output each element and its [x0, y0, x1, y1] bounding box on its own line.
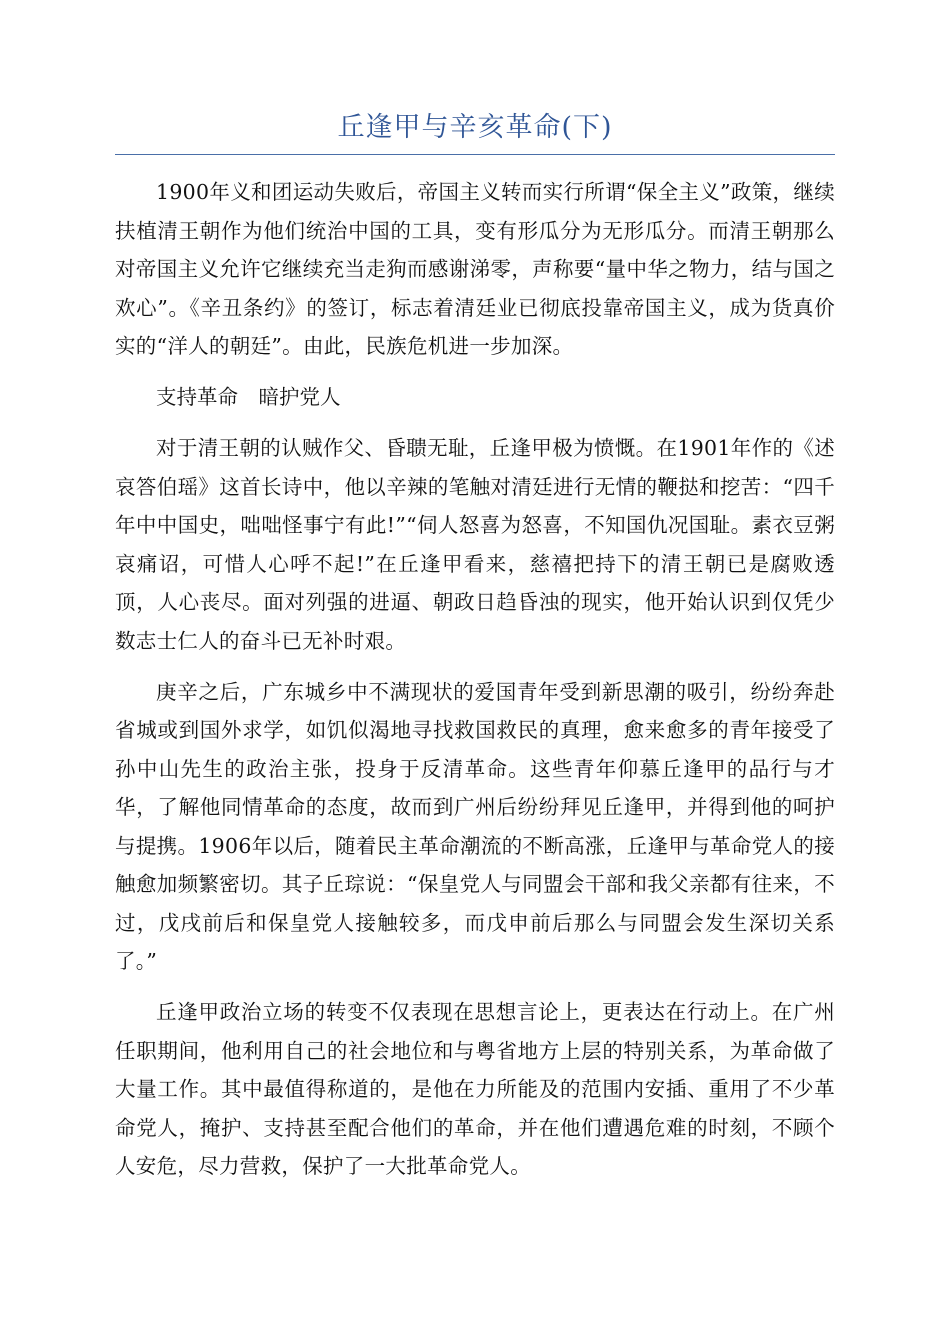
title-divider	[115, 154, 835, 155]
paragraph-2: 对于清王朝的认贼作父、昏聩无耻，丘逢甲极为愤慨。在1901年作的《述哀答伯瑶》这首长诗中，他以辛辣的笔触对清廷进行无情的鞭挞和挖苦：“四千年中中国史，咄咄怪事宁有此!”“伺人怒喜为怒喜，不知国仇况国耻。素衣豆粥哀痛诏，可惜人心呼不起!”在丘逢甲看来，慈禧把持下的清王朝已是腐败透顶，人心丧尽。面对列强的进逼、朝政日趋昏浊的现实，他开始认识到仅凭少数志士仁人的奋斗已无补时艰。	[115, 436, 835, 653]
paragraph-4: 丘逢甲政治立场的转变不仅表现在思想言论上，更表达在行动上。在广州任职期间，他利用自己的社会地位和与粤省地方上层的特别关系，为革命做了大量工作。其中最值得称道的，是他在力所能及的范围内安插、重用了不少革命党人，掩护、支持甚至配合他们的革命，并在他们遭遇危难的时刻，不顾个人安危，尽力营救，保护了一大批革命党人。	[115, 1000, 835, 1178]
document-page	[115, 108, 835, 1198]
section-subheading: 支持革命 暗护党人	[156, 385, 341, 409]
paragraph-1: 1900年义和团运动失败后，帝国主义转而实行所谓“保全主义”政策，继续扶植清王朝作为他们统治中国的工具，变有形瓜分为无形瓜分。而清王朝那么对帝国主义允许它继续充当走狗而感谢涕零，声称要“量中华之物力，结与国之欢心”。《辛丑条约》的签订，标志着清廷业已彻底投靠帝国主义，成为货真价实的“洋人的朝廷”。由此，民族危机进一步加深。	[115, 180, 835, 358]
paragraph-3: 庚辛之后，广东城乡中不满现状的爱国青年受到新思潮的吸引，纷纷奔赴省城或到国外求学，如饥似渴地寻找救国救民的真理，愈来愈多的青年接受了孙中山先生的政治主张，投身于反清革命。这些青年仰慕丘逢甲的品行与才华，了解他同情革命的态度，故而到广州后纷纷拜见丘逢甲，并得到他的呵护与提携。1906年以后，随着民主革命潮流的不断高涨，丘逢甲与革命党人的接触愈加频繁密切。其子丘琮说：“保皇党人与同盟会干部和我父亲都有往来，不过，戊戌前后和保皇党人接触较多，而戊申前后那么与同盟会发生深切关系了。”	[115, 679, 835, 973]
page-title: 丘逢甲与辛亥革命(下)	[337, 112, 613, 143]
